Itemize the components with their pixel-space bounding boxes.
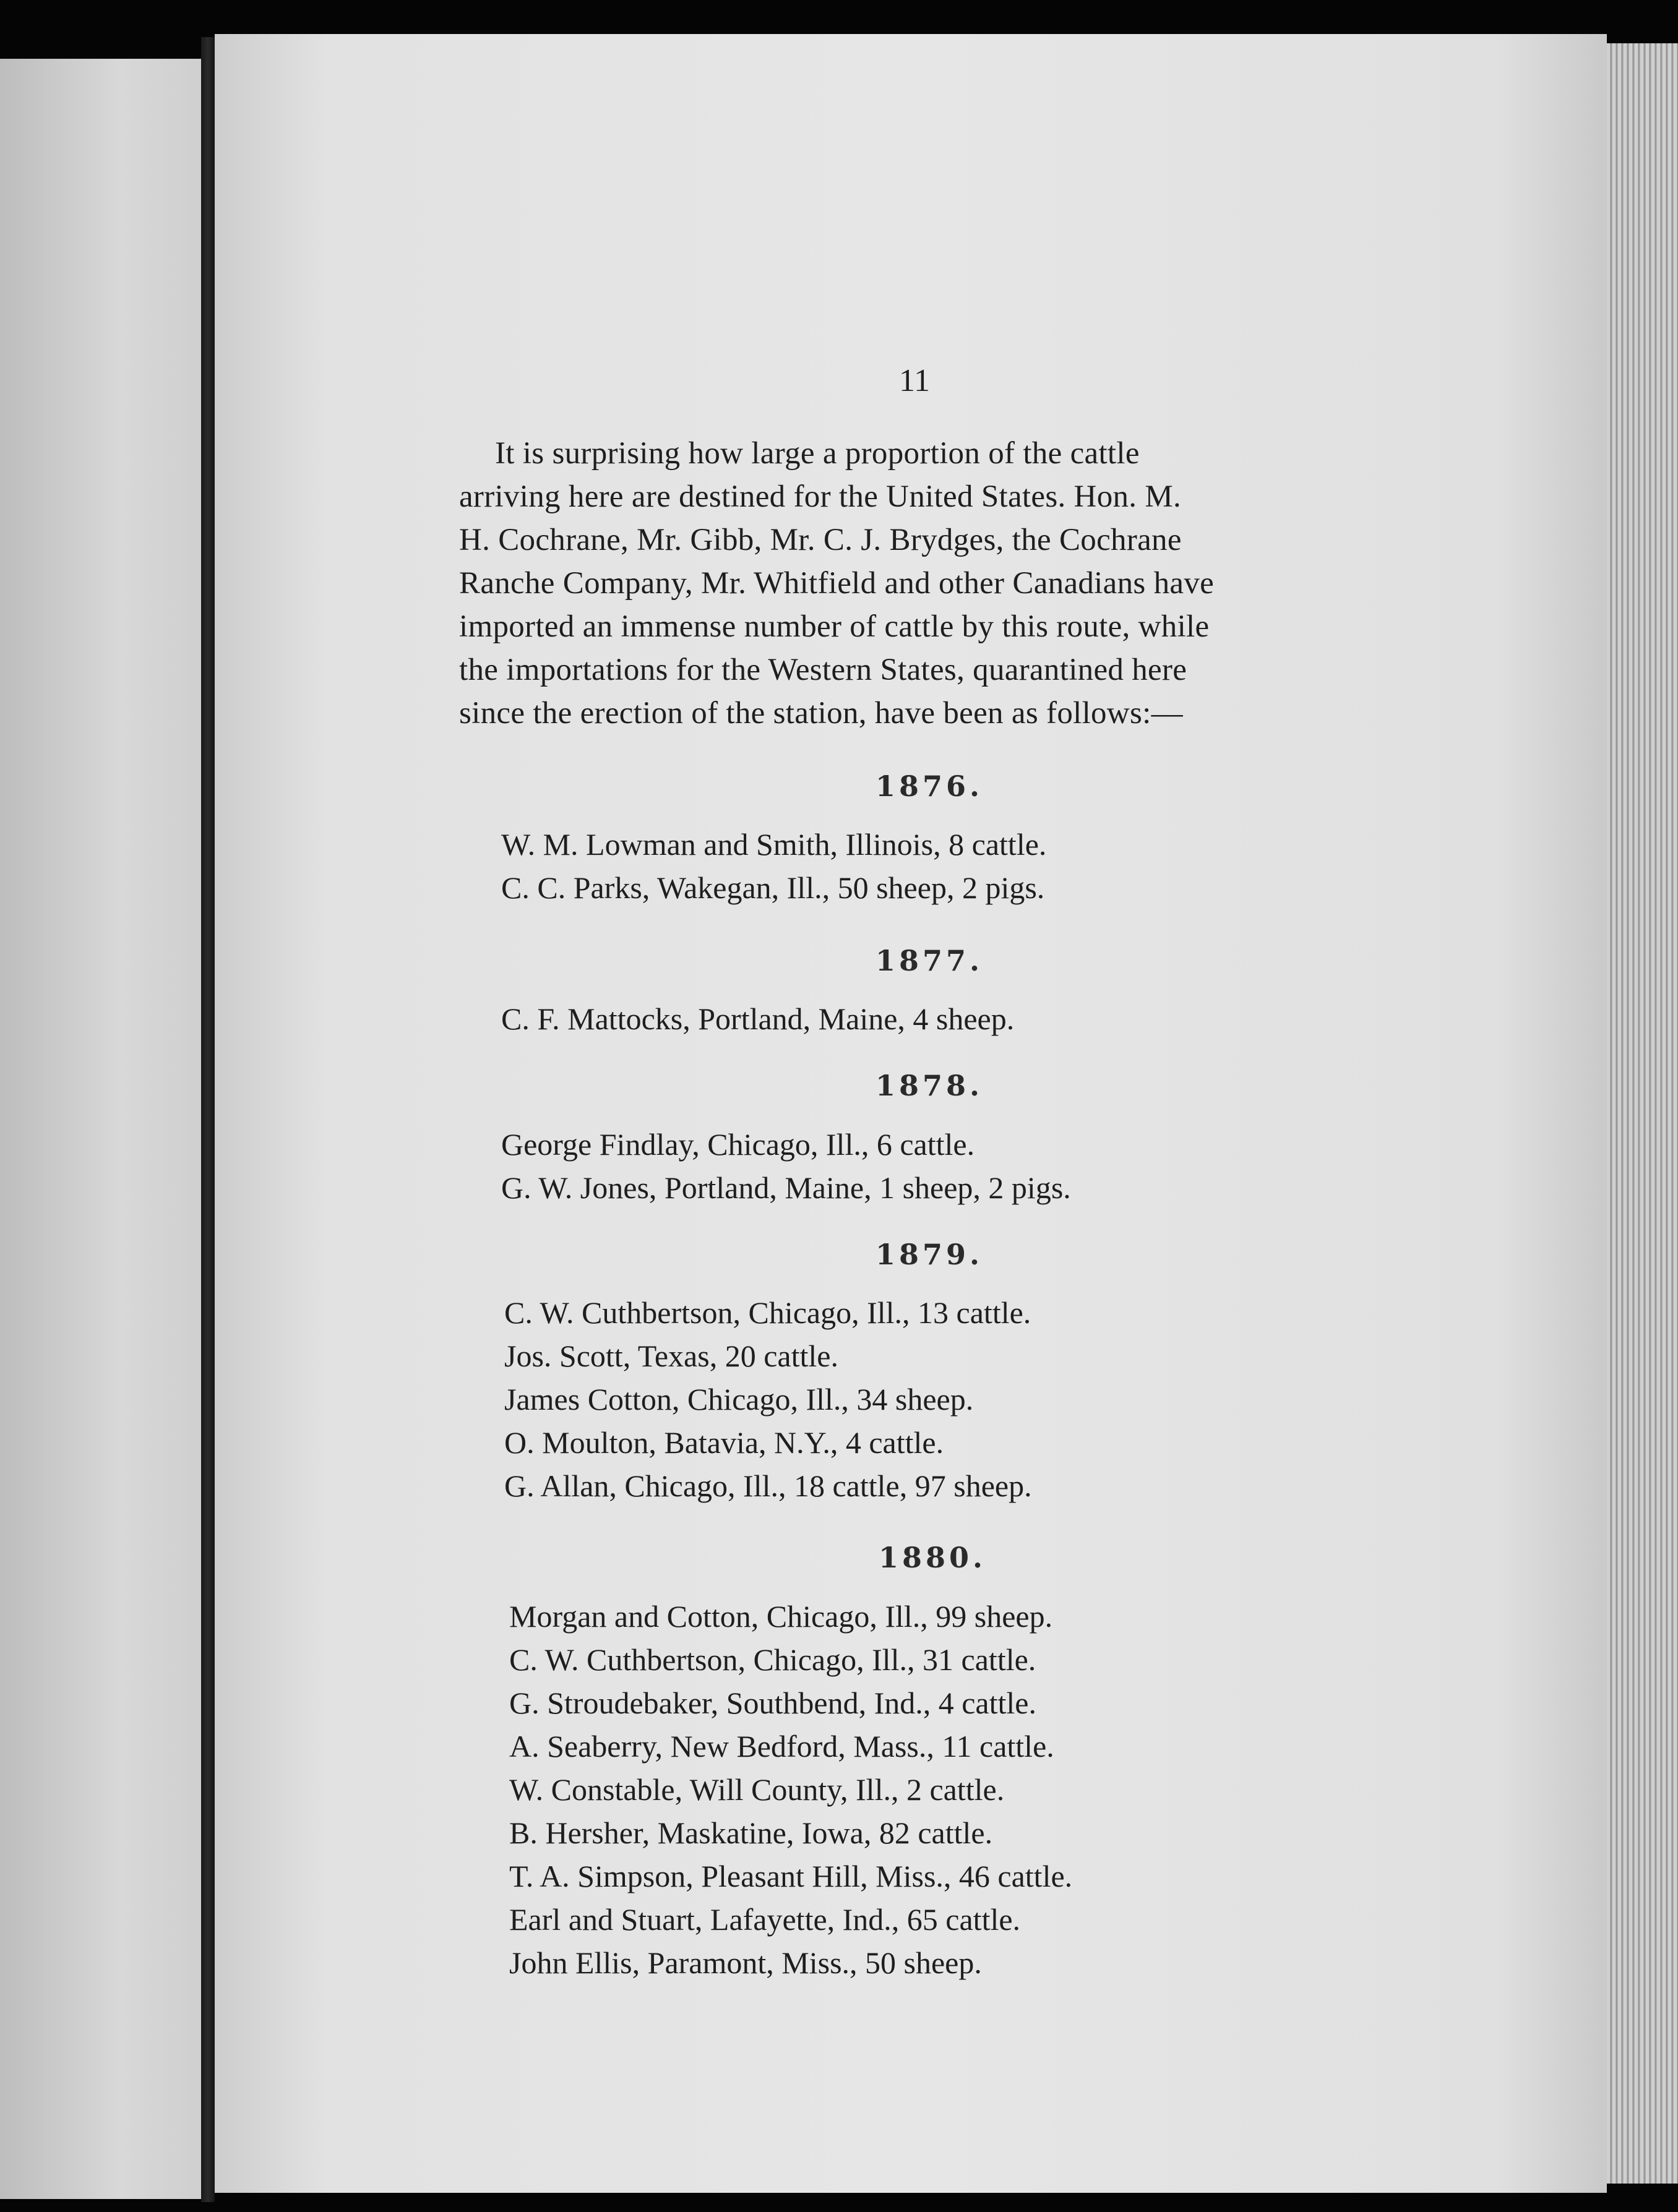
list-item: C. W. Cuthbertson, Chicago, Ill., 31 cattle.: [509, 1642, 1036, 1677]
paragraph-line: H. Cochrane, Mr. Gibb, Mr. C. J. Brydges, the Cochrane: [459, 523, 1182, 557]
list-item: B. Hersher, Maskatine, Iowa, 82 cattle.: [509, 1815, 993, 1850]
list-item: G. W. Jones, Portland, Maine, 1 sheep, 2 pigs.: [501, 1170, 1071, 1205]
year-heading: 1876.: [876, 769, 984, 803]
paragraph-line: It is surprising how large a proportion of the cattle: [495, 436, 1140, 471]
list-item: C. C. Parks, Wakegan, Ill., 50 sheep, 2 pigs.: [501, 870, 1045, 905]
list-item: George Findlay, Chicago, Ill., 6 cattle.: [501, 1127, 975, 1162]
paragraph-line: arriving here are destined for the United States. Hon. M.: [459, 479, 1182, 514]
year-heading: 1880.: [879, 1541, 987, 1574]
paragraph-line: the importations for the Western States, quarantined here: [459, 653, 1187, 687]
list-item: T. A. Simpson, Pleasant Hill, Miss., 46 cattle.: [509, 1859, 1073, 1893]
page-edges: [1607, 43, 1678, 2184]
list-item: O. Moulton, Batavia, N.Y., 4 cattle.: [504, 1425, 944, 1460]
year-heading: 1877.: [876, 944, 984, 977]
paragraph-line: since the erection of the station, have been as follows:—: [459, 696, 1183, 731]
list-item: Earl and Stuart, Lafayette, Ind., 65 cattle.: [509, 1902, 1021, 1937]
list-item: W. Constable, Will County, Ill., 2 cattle.: [509, 1772, 1005, 1807]
list-item: A. Seaberry, New Bedford, Mass., 11 cattle.: [509, 1729, 1054, 1764]
list-item: C. W. Cuthbertson, Chicago, Ill., 13 cattle.: [504, 1295, 1031, 1330]
list-item: Jos. Scott, Texas, 20 cattle.: [504, 1339, 838, 1373]
left-page: [0, 59, 201, 2199]
list-item: Morgan and Cotton, Chicago, Ill., 99 sheep.: [509, 1599, 1053, 1634]
paragraph-line: imported an immense number of cattle by this route, while: [459, 609, 1210, 644]
list-item: John Ellis, Paramont, Miss., 50 sheep.: [509, 1945, 982, 1980]
list-item: G. Allan, Chicago, Ill., 18 cattle, 97 sheep.: [504, 1468, 1032, 1503]
page-number: 11: [899, 363, 931, 398]
list-item: G. Stroudebaker, Southbend, Ind., 4 cattle.: [509, 1686, 1036, 1720]
list-item: W. M. Lowman and Smith, Illinois, 8 cattle.: [501, 827, 1047, 862]
list-item: C. F. Mattocks, Portland, Maine, 4 sheep.: [501, 1001, 1015, 1036]
year-heading: 1878.: [876, 1069, 984, 1102]
book-gutter: [201, 37, 215, 2202]
list-item: James Cotton, Chicago, Ill., 34 sheep.: [504, 1382, 974, 1417]
paragraph-line: Ranche Company, Mr. Whitfield and other Canadians have: [459, 566, 1215, 601]
year-heading: 1879.: [876, 1238, 984, 1271]
